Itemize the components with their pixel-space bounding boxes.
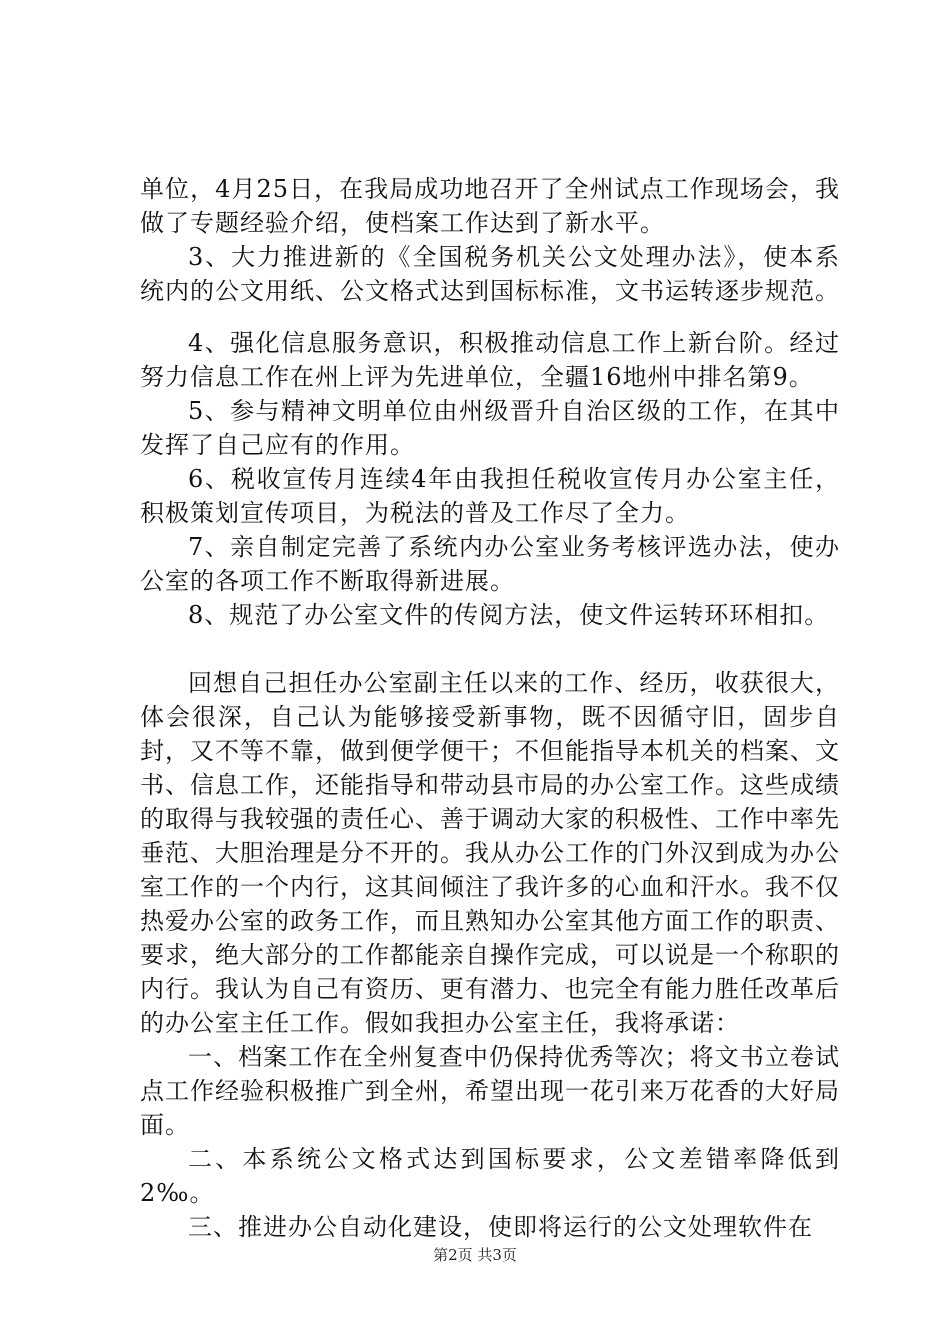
paragraph-item-6: 6、税收宣传月连续4年由我担任税收宣传月办公室主任，积极策划宣传项目，为税法的普及工作尽了全力。 [140, 465, 840, 527]
paragraph-item-5: 5、参与精神文明单位由州级晋升自治区级的工作，在其中发挥了自己应有的作用。 [140, 397, 840, 459]
paragraph-reflection: 回想自己担任办公室副主任以来的工作、经历，收获很大，体会很深，自己认为能够接受新事物，既不因循守旧，固步自封，又不等不靠，做到便学便干；不但能指导本机关的档案、文书、信息工作，还能指导和带动县市局的办公室工作。这些成绩的取得与我较强的责任心、善于调动大家的积极性、工作中率先垂范、大胆治理是分不开的。我从办公工作的门外汉到成为办公室工作的一个内行，这其间倾注了我许多的心血和汗水。我不仅热爱办公室的政务工作，而且熟知办公室其他方面工作的职责、要求，绝大部分的工作都能亲自操作完成，可以说是一个称职的内行。我认为自己有资历、更有潜力、也完全有能力胜任改革后的办公室主任工作。假如我担办公室主任，我将承诺： [140, 669, 840, 1037]
page-footer: 第2页 共3页 [433, 1246, 517, 1264]
paragraph-item-8: 8、规范了办公室文件的传阅方法，使文件运转环环相扣。 [188, 601, 830, 629]
paragraph-item-4: 4、强化信息服务意识，积极推动信息工作上新台阶。经过努力信息工作在州上评为先进单位，全疆16地州中排名第9。 [140, 329, 840, 391]
paragraph-pledge-1: 一、档案工作在全州复查中仍保持优秀等次；将文书立卷试点工作经验积极推广到全州，希望出现一花引来万花香的大好局面。 [140, 1043, 840, 1139]
paragraph-item-7: 7、亲自制定完善了系统内办公室业务考核评选办法，使办公室的各项工作不断取得新进展。 [140, 533, 840, 595]
paragraph-item-3: 3、大力推进新的《全国税务机关公文处理办法》，使本系统内的公文用纸、公文格式达到国标标准，文书运转逐步规范。 [140, 243, 840, 305]
paragraph-pledge-2: 二、本系统公文格式达到国标要求，公文差错率降低到2‰。 [140, 1145, 840, 1207]
paragraph-pledge-3: 三、推进办公自动化建设，使即将运行的公文处理软件在 [188, 1213, 813, 1241]
paragraph-archive-continuation: 单位，4月25日，在我局成功地召开了全州试点工作现场会，我做了专题经验介绍，使档案工作达到了新水平。 [140, 175, 840, 237]
document-body [140, 172, 840, 1244]
